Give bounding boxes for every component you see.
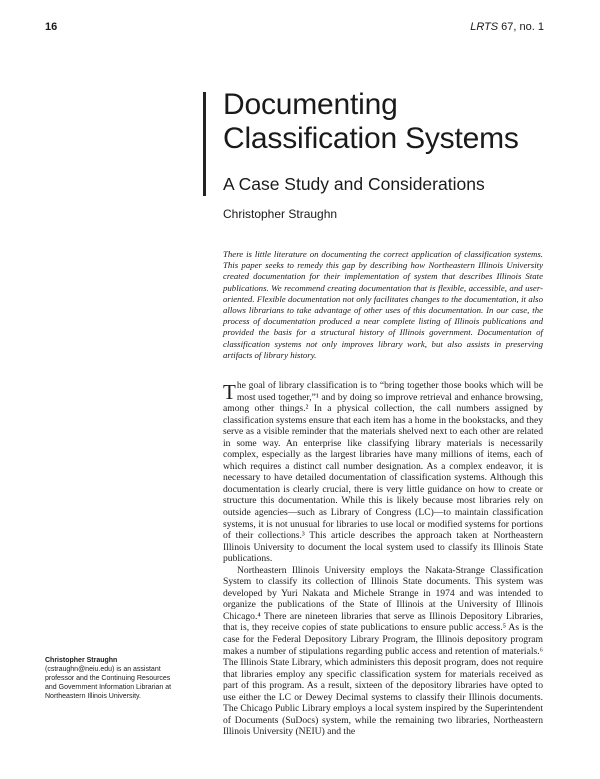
- bio-name: Christopher Straughn: [45, 657, 118, 664]
- abstract: There is little literature on documenting the correct application of classification systems. This paper seeks to remedy this gap by describing how Northeastern Illinois University created documentation for their implementation of system that describes Illinois State publications. We recommend creating documentation that is flexible, accessible, and user-oriented. Flexible documentation not only facilitates changes to the documentation, it also allows librarians to take advantage of other uses of this documentation. In our case, the process of documentation produced a near complete listing of Illinois publications and provided the basis for a structural history of Illinois government. Documentation of classification systems not only improves library work, but also assists in preserving artifacts of library history.: [223, 249, 543, 360]
- article-title: Documenting Classification Systems: [223, 88, 519, 155]
- author-bio: [45, 656, 183, 701]
- bio-details: (cstraughn@neiu.edu) is an assistant professor and the Continuing Resources and Government Information Librarian at Northeastern Illinois University.: [45, 666, 172, 700]
- page-number: 16: [45, 21, 58, 33]
- drop-cap: T: [223, 380, 236, 404]
- author-name: Christopher Straughn: [223, 207, 338, 221]
- body-paragraph-text: he goal of library classification is to “bring together those books which will be most used together,”¹ and by doing so improve retrieval and enhance browsing, among other things.² In a physical collection, the call numbers assigned by classification systems ensure that each item has a home in the bookstacks, and they serve as a visible reminder that the materials shelved next to each other are related in some way. An enterprise like classifying library materials is necessarily complex, especially as the largest libraries have many millions of items, each of which requires a distinct call number designation. As a complex endeavor, it is necessary to have detailed documentation of classification systems. Although this documentation is clearly crucial, there is very little guidance on how to create or structure this documentation. While this is likely because most libraries rely on outside agencies—such as Library of Congress (LC)—to maintain classification systems, it is not unusual for libraries to use local or modified systems for portions of their collections.³ This article describes the approach taken at Northeastern Illinois University to document the local system used to classify its Illinois State publications.: [223, 380, 543, 565]
- body-paragraph: [223, 380, 543, 565]
- title-vertical-rule: [203, 92, 206, 196]
- journal-name: LRTS: [470, 21, 499, 33]
- article-subtitle: A Case Study and Considerations: [223, 174, 485, 194]
- running-header: [470, 21, 544, 33]
- journal-issue: 67, no. 1: [498, 21, 544, 33]
- body-paragraph: Northeastern Illinois University employs the Nakata-Strange Classification System to classify its collection of Illinois State documents. This system was developed by Yuri Nakata and Michele Strange in 1974 and was intended to organize the publications of the State of Illinois at the University of Illinois Chicago.⁴ There are nineteen libraries that serve as Illinois Depository Libraries, that is, they receive copies of state publications to ensure public access.⁵ As is the case for the Federal Depository Library Program, the Illinois depository program makes a number of stipulations regarding public access and retention of materials.⁶ The Illinois State Library, which administers this deposit program, does not require that libraries employ any specific classification system for materials received as part of this program. As a result, sixteen of the depository libraries have opted to use either the LC or Dewey Decimal systems to classify their Illinois documents. The Chicago Public Library employs a local system inspired by the Superintendent of Documents (SuDocs) system, while the remaining two libraries, Northeastern Illinois University (NEIU) and the: [223, 564, 543, 738]
- article-body: [223, 380, 543, 738]
